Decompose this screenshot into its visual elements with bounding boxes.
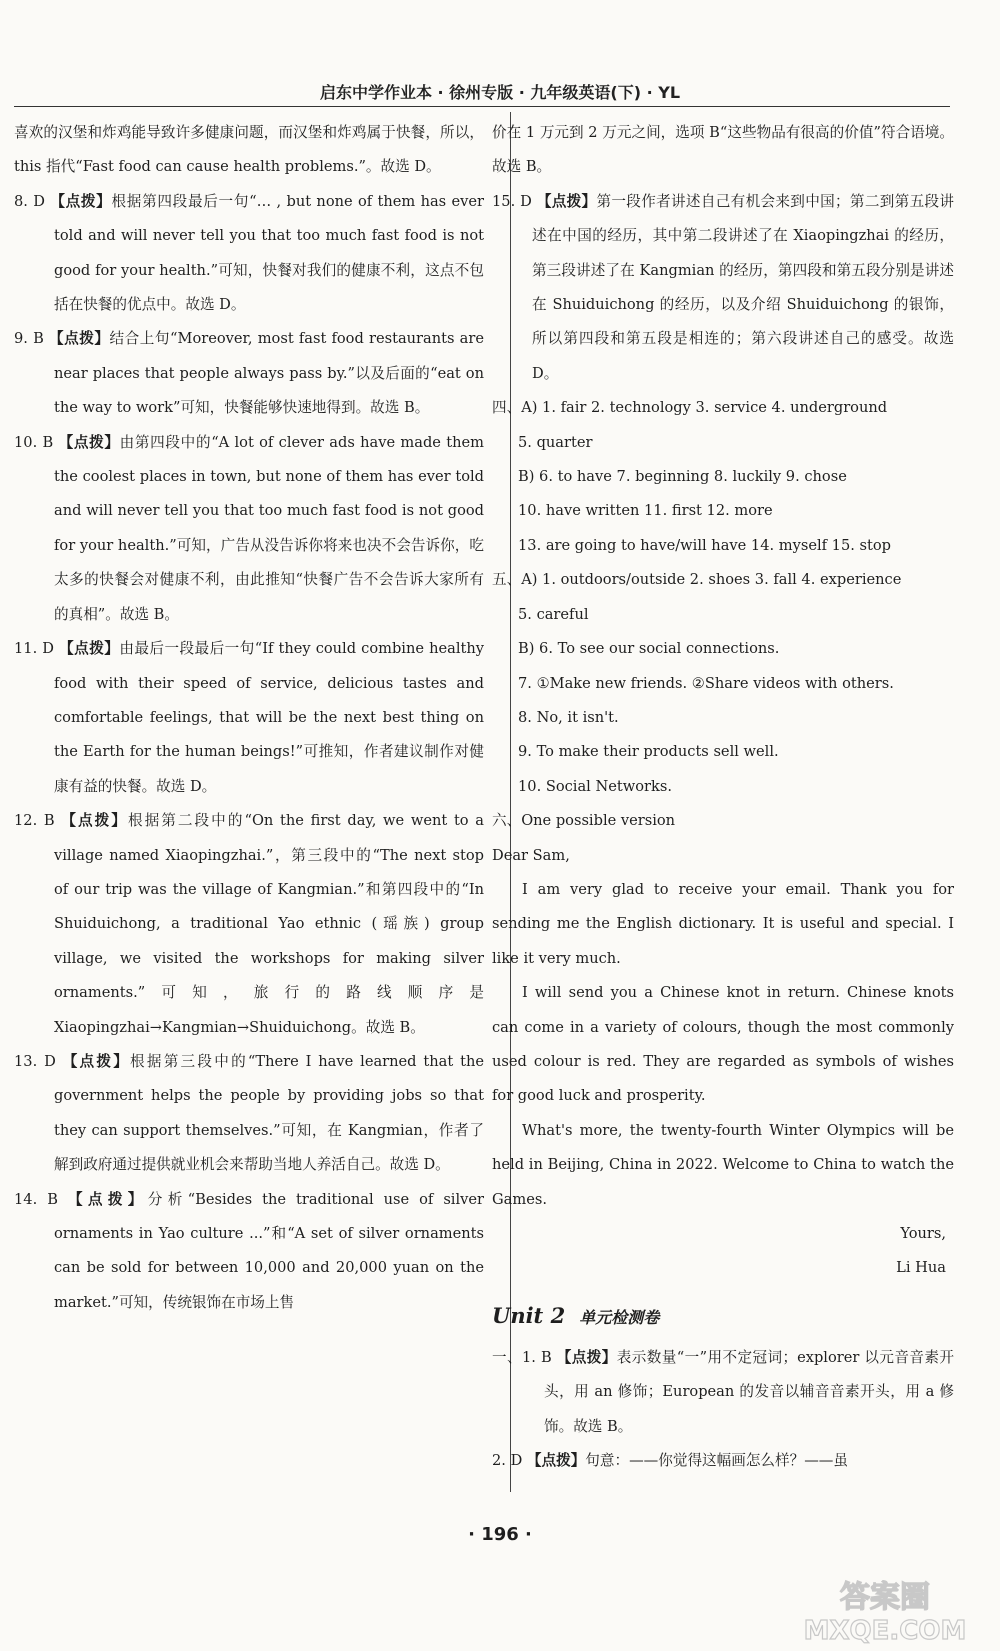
answer-explanation: 根据第四段最后一句“… , but none of them has ever told and will never tell you that too much fast food is not good for your health.”可知，快餐对我们的健康不利，这点不包括在快餐的优点中。故选 D。	[54, 192, 484, 314]
answer-explanation: 根据第二段中的“On the first day, we went to a village named Xiaopingzhai.”，第三段中的“The next stop of our trip was the village of Kangmian.”和第四段中的“In Shuiduichong, a traditional Yao ethnic (瑶族) group village, we visited the workshops for making silver ornaments.”可知，旅行的路线顺序是 Xiaopingzhai→Kangmian→Shuiduichong。故选 B。	[54, 812, 484, 1036]
section-answers-line: 9. To make their products sell well.	[518, 743, 779, 761]
hint-tag: 【点拨】	[61, 812, 128, 830]
section-answers-line: 7. ①Make new friends. ②Share videos with others.	[518, 674, 894, 692]
answer-item	[14, 322, 484, 425]
running-header: 启东中学作业本 · 徐州专版 · 九年级英语(下) · YL	[319, 83, 681, 102]
section-answers-line: 10. have written 11. first 12. more	[518, 502, 773, 520]
unit-label: Unit 2	[492, 1302, 566, 1328]
letter-signoff: Li Hua	[896, 1259, 946, 1277]
answer-number: 10. B	[14, 433, 59, 451]
letter-paragraph: What's more, the twenty-fourth Winter Olympics will be held in Beijing, China in 2022. Welcome to China to watch the Games.	[492, 1121, 954, 1208]
answer-item	[14, 185, 484, 323]
letter-line: 六、One possible version	[492, 812, 676, 830]
section-answers-line: 8. No, it isn't.	[518, 708, 619, 726]
letter-signoff: Yours,	[900, 1225, 946, 1242]
hint-tag: 【点拨】	[67, 1190, 148, 1208]
answer-explanation: 由第四段中的“A lot of clever ads have made them the coolest places in town, but none of them has ever told and will never tell you that too much fast food is not good for your health.”可知，广告从没告诉你将来也决不会告诉你，吃太多的快餐会对健康不利，由此推知“快餐广告不会告诉大家所有的真相”。故选 B。	[54, 433, 484, 623]
letter-paragraph: I will send you a Chinese knot in return. Chinese knots can come in a variety of colours, though the most commonly used colour is red. They are regarded as symbols of wishes for good luck and prosperity.	[492, 984, 954, 1105]
answer-number: 一、1. B	[492, 1348, 557, 1366]
hint-tag: 【点拨】	[59, 640, 120, 658]
page-number: · 196 ·	[468, 1524, 532, 1545]
hint-tag: 【点拨】	[536, 192, 597, 210]
answer-explanation: 由最后一段最后一句“If they could combine healthy food with their speed of service, delicious tastes and comfortable feelings, that will be the next best thing on the Earth for the human beings!”可推知，作者建议制作对健康有益的快餐。故选 D。	[54, 640, 485, 795]
hint-tag: 【点拨】	[58, 433, 120, 451]
left-column	[14, 116, 484, 1320]
hint-tag: 【点拨】	[526, 1452, 586, 1470]
answer-item	[14, 1183, 484, 1321]
answer-number: 8. D	[14, 192, 51, 210]
answer-number: 11. D	[14, 640, 60, 658]
answer-item	[14, 426, 484, 632]
continued-text: 喜欢的汉堡和炸鸡能导致许多健康问题，而汉堡和炸鸡属于快餐，所以，this 指代“Fast food can cause health problems.”。故选 D。	[14, 124, 484, 176]
section-answers: 五、A) 1. outdoors/outside 2. shoes 3. fall 4. experience	[492, 571, 902, 589]
section-answers-line: 10. Social Networks.	[518, 777, 672, 795]
answer-explanation: 第一段作者讲述自己有机会来到中国；第二到第五段讲述在中国的经历，其中第二段讲述了在 Xiaopingzhai 的经历，第三段讲述了在 Kangmian 的经历，第四段和第五段分别是讲述在 Shuiduichong 的经历，以及介绍 Shuiduichong 的银饰，所以第四段和第五段是相连的；第六段讲述自己的感受。故选 D。	[532, 192, 954, 382]
section-answers-line: 5. careful	[518, 605, 589, 623]
continued-text: 价在 1 万元到 2 万元之间，选项 B“这些物品有很高的价值”符合语境。故选 B。	[492, 124, 954, 176]
svg-text:答案圈: 答案圈	[840, 1580, 930, 1615]
answer-explanation: 根据第三段中的“There I have learned that the government helps the people by providing jobs so that they can support themselves.”可知，在 Kangmian，作者了解到政府通过提供就业机会来帮助当地人养活自己。故选 D。	[54, 1052, 485, 1174]
header-rule	[14, 106, 950, 107]
right-column	[492, 116, 954, 1478]
hint-tag: 【点拨】	[556, 1348, 617, 1366]
answer-item	[492, 185, 954, 391]
answer-explanation: 句意：——你觉得这幅画怎么样？——虽	[585, 1452, 848, 1470]
hint-tag: 【点拨】	[50, 192, 112, 210]
section-answers-line: 13. are going to have/will have 14. myself 15. stop	[518, 536, 892, 554]
unit-heading	[492, 1298, 954, 1337]
section-answers-line: B) 6. to have 7. beginning 8. luckily 9. chose	[518, 468, 847, 486]
section-answers-line: 5. quarter	[518, 433, 593, 451]
answer-item	[14, 632, 484, 804]
answer-explanation: 结合上句“Moreover, most fast food restaurants are near places that people always pass by.”以及后面的“eat on the way to work”可知，快餐能够快速地得到。故选 B。	[54, 330, 484, 417]
hint-tag: 【点拨】	[49, 330, 110, 348]
section-answers: 四、A) 1. fair 2. technology 3. service 4. underground	[492, 399, 888, 417]
answer-item	[14, 804, 484, 1045]
answer-explanation: 表示数量“一”用不定冠词；explorer 以元音音素开头，用 an 修饰；European 的发音以辅音音素开头，用 a 修饰。故选 B。	[544, 1348, 954, 1435]
answer-number: 15. D	[492, 192, 537, 210]
answer-item	[492, 1444, 954, 1478]
answer-number: 12. B	[14, 812, 62, 830]
watermark-logo	[780, 1575, 990, 1645]
answer-number: 13. D	[14, 1052, 63, 1070]
answer-item	[492, 1341, 954, 1444]
answer-number: 9. B	[14, 330, 49, 348]
unit-title: 单元检测卷	[579, 1307, 660, 1327]
letter-paragraph: I am very glad to receive your email. Thank you for sending me the English dictionary. It is useful and special. I like it very much.	[492, 880, 954, 967]
answer-number: 2. D	[492, 1452, 527, 1470]
answer-explanation: 分析“Besides the traditional use of silver ornaments in Yao culture ...”和“A set of silver ornaments can be sold for between 10,000 and 20,000 yuan on the market.”可知，传统银饰在市场上售	[54, 1190, 484, 1311]
section-answers-line: B) 6. To see our social connections.	[518, 640, 780, 658]
svg-text:MXQE.COM: MXQE.COM	[803, 1616, 967, 1645]
letter-line: Dear Sam,	[492, 846, 570, 864]
answer-number: 14. B	[14, 1190, 68, 1208]
answer-item	[14, 1045, 484, 1183]
hint-tag: 【点拨】	[62, 1052, 131, 1070]
